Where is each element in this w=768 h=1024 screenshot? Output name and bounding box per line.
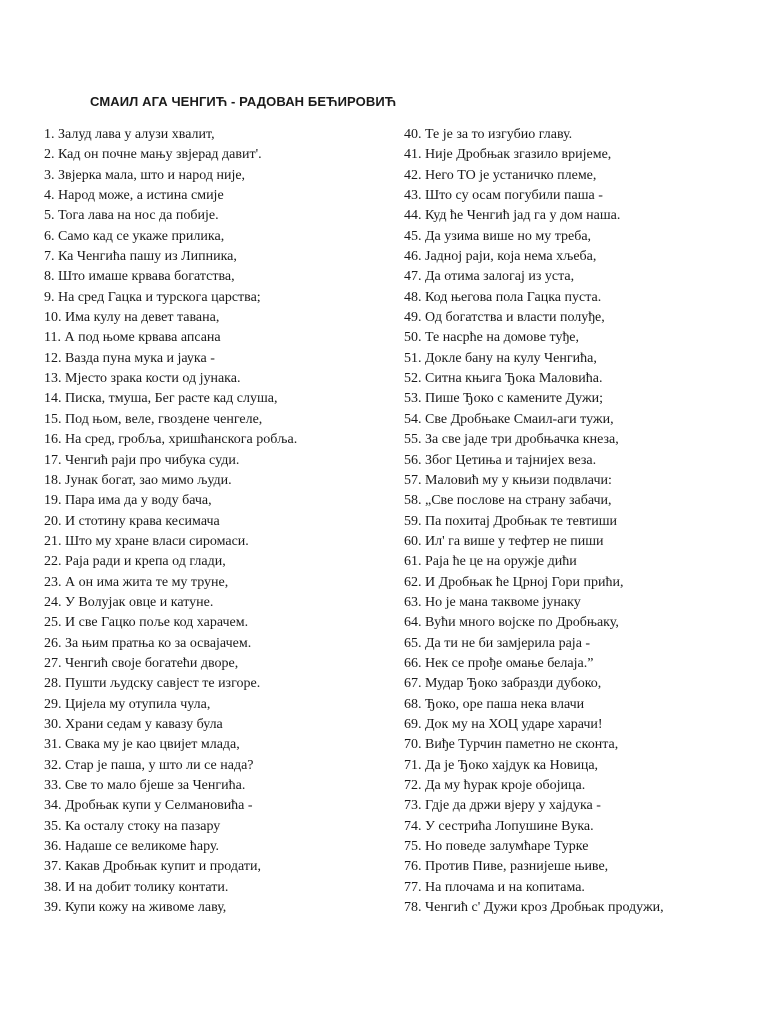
verse-line: 18. Јунак богат, зао мимо људи. <box>44 472 232 488</box>
verse-line: 54. Све Дробњаке Смаил-аги тужи, <box>404 411 614 427</box>
verse-line: 25. И све Гацко поље код харачем. <box>44 615 249 631</box>
verse-line: 28. Пушти људску савјест те изгоре. <box>44 676 261 692</box>
verse-line: 22. Раја ради и крепа од глади, <box>44 554 226 570</box>
verse-line: 11. А под њоме крвава апсана <box>44 330 221 346</box>
verse-line: 39. Купи кожу на живоме лаву, <box>44 900 227 916</box>
verse-line: 66. Нек се прође омање белаја.” <box>404 655 594 671</box>
verse-line: 10. Има кулу на девет тавана, <box>44 310 220 326</box>
verse-line: 24. У Волујак овце и катуне. <box>44 594 214 610</box>
verse-line: 68. Ђоко, оре паша нека влачи <box>404 696 585 712</box>
verse-line: 36. Надаше се великоме ћару. <box>44 839 219 855</box>
verse-line: 32. Стар је паша, у што ли се нада? <box>44 757 254 773</box>
verse-line: 55. За све јаде три дробњачка кнеза, <box>404 432 619 448</box>
verse-line: 21. Што му хране власи сиромаси. <box>44 533 249 549</box>
verse-line: 76. Против Пиве, разнијеше њиве, <box>404 859 609 875</box>
left-column <box>44 125 374 918</box>
verse-line: 71. Да је Ђоко хајдук ка Новица, <box>404 757 599 773</box>
verse-line: 75. Но поведе залумћаре Турке <box>404 839 589 855</box>
verse-line: 6. Само кад се укаже прилика, <box>44 228 225 244</box>
verse-line: 57. Маловић му у књизи подвлачи: <box>404 472 612 488</box>
verse-line: 5. Тога лава на нос да побије. <box>44 208 219 224</box>
verse-line: 33. Све то мало бјеше за Ченгића. <box>44 778 246 793</box>
verse-line: 63. Но је мана таквоме јунаку <box>404 594 581 610</box>
verse-line: 41. Није Дробњак згазило вријеме, <box>404 147 612 163</box>
verse-line: 13. Мјесто зрака кости од јунака. <box>44 371 241 387</box>
verse-line: 35. Ка осталу стоку на пазару <box>44 818 221 834</box>
verse-line: 72. Да му ћурак кроје обојица. <box>404 778 586 793</box>
verse-line: 19. Пара има да у воду бача, <box>44 493 212 509</box>
verse-line: 46. Јадној раји, која нема хљеба, <box>404 249 597 265</box>
right-column <box>404 125 754 918</box>
verse-line: 50. Те насрће на домове туђе, <box>404 330 579 346</box>
verse-line: 73. Гдје да држи вјеру у хајдука - <box>404 798 601 814</box>
verse-line: 64. Вући много војске по Дробњаку, <box>404 615 619 631</box>
verse-line: 2. Кад он почне мању звјерад давит'. <box>44 147 262 163</box>
verse-line: 53. Пише Ђоко с камените Дужи; <box>404 391 604 407</box>
verse-line: 48. Код његова пола Гацка пуста. <box>404 289 602 305</box>
verse-line: 17. Ченгић раји про чибука суди. <box>44 452 240 468</box>
verse-line: 4. Народ може, а истина смије <box>44 188 224 204</box>
verse-line: 58. „Све послове на страну забачи, <box>404 493 612 509</box>
verse-line: 40. Те је за то изгубио главу. <box>404 127 573 142</box>
verse-line: 34. Дробњак купи у Селмановића - <box>44 798 253 814</box>
verse-line: 31. Свака му је као цвијет млада, <box>44 737 240 753</box>
verse-line: 30. Храни седам у кавазу була <box>44 716 223 732</box>
verse-line: 47. Да отима залогај из уста, <box>404 269 575 285</box>
verse-line: 20. И стотину крава кесимача <box>44 513 220 529</box>
verse-line: 45. Да узима више но му треба, <box>404 228 592 244</box>
verse-line: 52. Ситна књига Ђока Маловића. <box>404 371 603 387</box>
verse-line: 26. За њим пратња ко за освајачем. <box>44 635 252 651</box>
verse-line: 78. Ченгић с' Дужи кроз Дробњак продужи, <box>404 900 664 916</box>
verse-line: 43. Што су осам погубили паша - <box>404 188 603 204</box>
verse-line: 38. И на добит толику контати. <box>44 879 229 895</box>
verse-line: 42. Него ТО је устаничко племе, <box>404 167 597 183</box>
verse-line: 16. На сред, гробља, хришћанскога робља. <box>44 432 298 448</box>
verse-line: 67. Мудар Ђоко забразди дубоко, <box>404 676 602 692</box>
verse-line: 65. Да ти не би замјерила раја - <box>404 635 591 651</box>
verse-line: 44. Куд ће Ченгић јад га у дом наша. <box>404 208 621 224</box>
verse-line: 29. Цијела му отупила чула, <box>44 696 211 712</box>
verse-line: 62. И Дробњак ће Црној Гори прићи, <box>404 574 624 590</box>
verse-line: 74. У сестрића Лопушине Вука. <box>404 818 594 834</box>
verse-line: 51. Докле бану на кулу Ченгића, <box>404 350 597 366</box>
verse-line: 61. Раја ће це на оружје дићи <box>404 554 577 570</box>
verse-line: 37. Какав Дробњак купит и продати, <box>44 859 261 875</box>
verse-line: 12. Вазда пуна мука и јаука - <box>44 350 215 366</box>
verse-line: 8. Што имаше крвава богатства, <box>44 269 235 285</box>
verse-line: 60. Ил' га више у тефтер не пиши <box>404 533 604 549</box>
verse-line: 69. Док му на ХОЦ ударе харачи! <box>404 716 603 732</box>
verse-line: 3. Звјерка мала, што и народ није, <box>44 167 246 183</box>
verse-line: 56. Због Цетиња и тајнијех веза. <box>404 452 597 468</box>
verse-line: 15. Под њом, веле, гвоздене ченгеле, <box>44 411 263 427</box>
verse-line: 1. Залуд лава у алузи хвалит, <box>44 127 215 142</box>
verse-line: 23. А он има жита те му труне, <box>44 574 229 590</box>
verse-line: 9. На сред Гацка и турскога царства; <box>44 289 261 305</box>
verse-line: 77. На плочама и на копитама. <box>404 879 585 895</box>
page-title: СМАИЛ АГА ЧЕНГИЋ - РАДОВАН БЕЋИРОВИЋ <box>90 94 397 109</box>
verse-line: 59. Па похитај Дробњак те тевтиши <box>404 513 617 529</box>
verse-line: 27. Ченгић своје богатећи дворе, <box>44 655 239 671</box>
verse-line: 49. Од богатства и власти полуђе, <box>404 310 605 326</box>
verse-line: 7. Ка Ченгића пашу из Липника, <box>44 249 237 265</box>
verse-line: 70. Виђе Турчин паметно не сконта, <box>404 737 619 753</box>
verse-line: 14. Писка, тмуша, Бег расте кад слуша, <box>44 391 278 407</box>
